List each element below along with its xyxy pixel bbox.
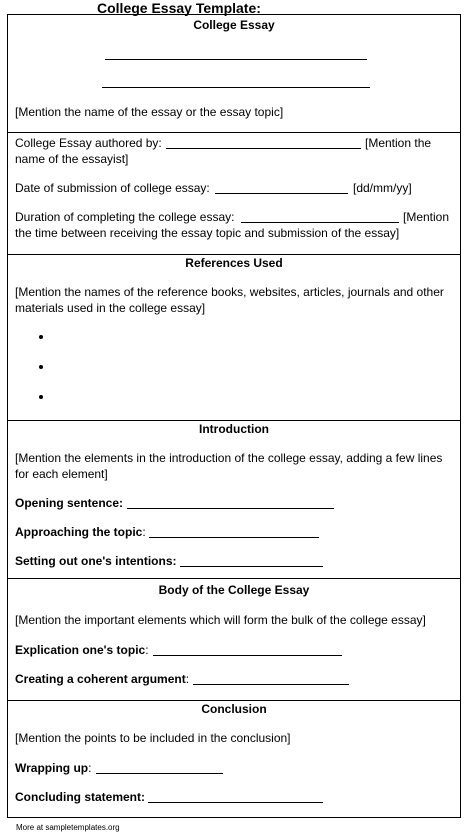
date-label: Date of submission of college essay: [15,181,210,195]
approaching-topic-label [15,524,146,540]
reference-bullet [39,395,43,399]
wrapping-up-colon: : [88,761,92,775]
argument-text: Creating a coherent argument [15,672,186,686]
concluding-statement-line[interactable] [148,802,323,803]
date-format-note: [dd/mm/yy] [353,181,412,195]
section-divider [8,132,460,133]
duration-note: [Mention [403,210,450,224]
duration-note-cont: the time between receiving the essay topic and submission of the essay] [15,226,400,240]
explication-colon: : [145,643,149,657]
concluding-statement-label: Concluding statement: [15,790,146,804]
footer-credit: More at sampletemplates.org [16,823,120,832]
explication-text: Explication one's topic [15,643,146,657]
author-label: College Essay authored by: [15,136,162,150]
argument-label [15,671,189,687]
approaching-topic-text: Approaching the topic [15,525,143,539]
reference-bullet [39,335,43,339]
explication-line[interactable] [153,655,342,656]
intentions-label: Setting out one's intentions: [15,554,177,568]
conclusion-note: [Mention the points to be included in the conclusion] [15,731,291,745]
section-heading-introduction: Introduction [199,422,269,436]
approaching-topic-line[interactable] [149,537,319,538]
date-field-line[interactable] [215,193,348,194]
opening-sentence-label: Opening sentence: [15,496,124,510]
essay-topic-note: [Mention the name of the essay or the essay topic] [15,105,284,119]
body-note: [Mention the important elements which will form the bulk of the college essay] [15,613,426,627]
essay-title-line-2[interactable] [102,87,370,88]
section-heading-body: Body of the College Essay [158,583,310,597]
wrapping-up-label [15,760,91,776]
essay-title-line-1[interactable] [105,59,367,60]
section-heading-conclusion: Conclusion [201,702,267,716]
intentions-line[interactable] [180,566,323,567]
author-note: [Mention the [365,136,432,150]
duration-field-line[interactable] [241,222,399,223]
author-field-line[interactable] [166,148,361,149]
approaching-topic-colon: : [142,525,146,539]
section-heading-college-essay: College Essay [193,18,275,32]
duration-label: Duration of completing the college essay: [15,210,235,224]
references-note: [Mention the names of the reference books, websites, articles, journals and other materials used in the college essay] [15,285,444,315]
explication-label [15,642,149,658]
wrapping-up-line[interactable] [96,773,223,774]
page-title: College Essay Template: [97,0,261,16]
template-form [7,14,461,818]
section-heading-references: References Used [185,256,283,270]
argument-line[interactable] [193,684,349,685]
argument-colon: : [185,672,190,686]
reference-bullet [39,365,43,369]
opening-sentence-line[interactable] [127,508,334,509]
section-divider [8,578,460,579]
introduction-note: [Mention the elements in the introduction of the college essay, adding a few lines for each element] [15,451,443,481]
wrapping-up-text: Wrapping up [15,761,89,775]
author-note-cont: name of the essayist] [15,152,129,166]
